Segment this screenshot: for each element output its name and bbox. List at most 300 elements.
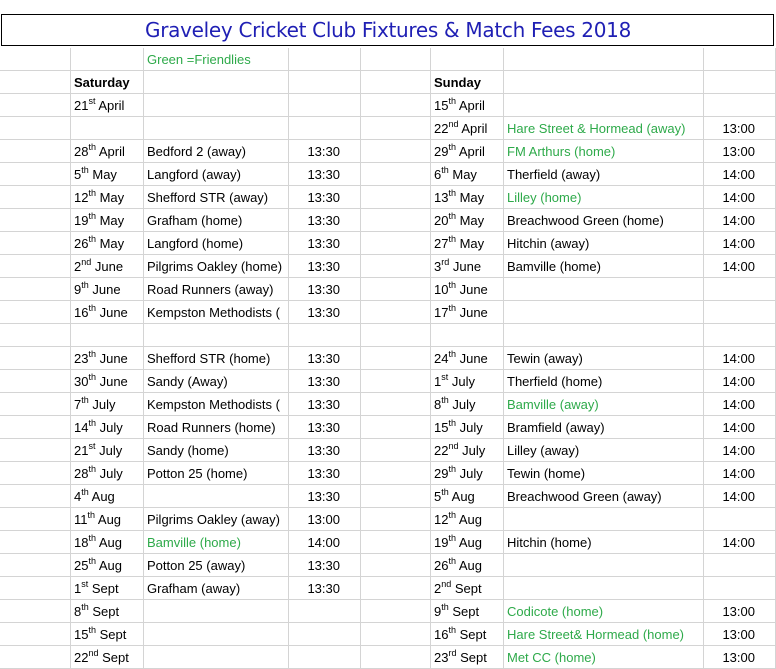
sat-time[interactable]: 13:30 [289, 140, 361, 163]
sun-opponent[interactable] [504, 301, 704, 324]
sat-time[interactable]: 13:30 [289, 186, 361, 209]
sun-time[interactable]: 14:00 [704, 416, 776, 439]
month: June [455, 351, 488, 366]
month: July [455, 420, 483, 435]
cell[interactable] [0, 600, 71, 623]
sat-opponent[interactable]: Potton 25 (home) [144, 462, 289, 485]
ordinal-suffix: th [88, 463, 96, 474]
sun-time[interactable]: 14:00 [704, 209, 776, 232]
ordinal-suffix: th [88, 371, 96, 382]
ordinal-suffix: th [81, 394, 89, 405]
ordinal-suffix: th [448, 509, 456, 520]
sun-time[interactable]: 13:00 [704, 646, 776, 669]
cell[interactable] [0, 324, 71, 347]
sun-date[interactable] [431, 255, 504, 278]
cell[interactable] [361, 94, 431, 117]
sheet-title: Graveley Cricket Club Fixtures & Match Fees 2018 [145, 18, 631, 42]
sat-opponent[interactable] [144, 485, 289, 508]
cell[interactable] [361, 117, 431, 140]
cell[interactable] [361, 554, 431, 577]
day-number: 9 [74, 282, 82, 297]
cell[interactable] [0, 94, 71, 117]
sun-date[interactable] [431, 209, 504, 232]
month: Sept [95, 627, 127, 642]
legend-friendlies[interactable]: Green =Friendlies [144, 48, 289, 71]
ordinal-suffix: th [441, 394, 449, 405]
sat-time[interactable]: 13:30 [289, 439, 361, 462]
ordinal-suffix: st [441, 371, 449, 382]
sat-opponent[interactable] [144, 623, 289, 646]
fixture-row [0, 186, 776, 209]
cell[interactable] [704, 71, 776, 94]
sat-opponent[interactable]: Potton 25 (away) [144, 554, 289, 577]
sat-date[interactable] [71, 439, 144, 462]
sat-time[interactable]: 13:30 [289, 301, 361, 324]
sat-time[interactable]: 13:30 [289, 163, 361, 186]
cell[interactable] [361, 163, 431, 186]
ordinal-suffix: th [448, 95, 456, 106]
sun-date[interactable] [431, 416, 504, 439]
sun-date[interactable] [431, 439, 504, 462]
sat-time[interactable] [289, 600, 361, 623]
cell[interactable] [0, 71, 71, 94]
sat-opponent[interactable]: Grafham (away) [144, 577, 289, 600]
sat-time[interactable]: 13:30 [289, 416, 361, 439]
cell[interactable] [0, 301, 71, 324]
ordinal-suffix: th [81, 279, 89, 290]
sun-opponent[interactable]: Lilley (away) [504, 439, 704, 462]
sat-opponent[interactable] [144, 94, 289, 117]
month: July [95, 443, 123, 458]
month: May [455, 213, 485, 228]
day-number: 2 [434, 581, 442, 596]
month: July [88, 397, 116, 412]
sun-date[interactable] [431, 301, 504, 324]
sat-time[interactable]: 13:30 [289, 577, 361, 600]
sun-opponent[interactable] [504, 508, 704, 531]
month: May [95, 213, 125, 228]
sun-time[interactable]: 13:00 [704, 623, 776, 646]
sun-date[interactable] [431, 94, 504, 117]
sat-time[interactable]: 13:30 [289, 278, 361, 301]
sat-opponent[interactable]: Bamville (home) [144, 531, 289, 554]
sun-date[interactable] [431, 347, 504, 370]
sun-date[interactable] [431, 324, 504, 347]
sat-date[interactable] [71, 416, 144, 439]
cell[interactable] [361, 531, 431, 554]
cell[interactable] [0, 370, 71, 393]
sun-time[interactable]: 13:00 [704, 140, 776, 163]
sun-opponent[interactable]: FM Arthurs (home) [504, 140, 704, 163]
sun-date[interactable] [431, 140, 504, 163]
sun-opponent[interactable]: Therfield (away) [504, 163, 704, 186]
day-number: 22 [434, 443, 449, 458]
month: April [458, 121, 488, 136]
ordinal-suffix: th [448, 141, 456, 152]
sat-time[interactable]: 13:30 [289, 485, 361, 508]
day-number: 19 [434, 535, 449, 550]
ordinal-suffix: nd [448, 440, 459, 451]
sat-date[interactable] [71, 140, 144, 163]
sat-date[interactable] [71, 347, 144, 370]
sat-date[interactable] [71, 324, 144, 347]
sat-time[interactable]: 13:30 [289, 255, 361, 278]
cell[interactable] [361, 462, 431, 485]
sat-time[interactable] [289, 623, 361, 646]
sun-time[interactable] [704, 278, 776, 301]
day-number: 17 [434, 305, 449, 320]
sat-date[interactable] [71, 600, 144, 623]
cell[interactable] [361, 508, 431, 531]
cell[interactable] [361, 209, 431, 232]
fixture-row [0, 140, 776, 163]
cell[interactable] [704, 48, 776, 71]
sun-opponent[interactable]: Lilley (home) [504, 186, 704, 209]
sun-opponent[interactable]: Therfield (home) [504, 370, 704, 393]
sun-opponent[interactable]: Codicote (home) [504, 600, 704, 623]
cell[interactable] [0, 140, 71, 163]
sun-opponent[interactable] [504, 577, 704, 600]
sun-date[interactable] [431, 462, 504, 485]
sun-time[interactable]: 13:00 [704, 117, 776, 140]
ordinal-suffix: th [448, 463, 456, 474]
day-number: 28 [74, 466, 89, 481]
sun-date[interactable] [431, 393, 504, 416]
sat-opponent[interactable]: Langford (away) [144, 163, 289, 186]
sat-date[interactable] [71, 646, 144, 669]
saturday-header[interactable]: Saturday [71, 71, 144, 94]
sun-opponent[interactable]: Tewin (home) [504, 462, 704, 485]
sat-opponent[interactable] [144, 646, 289, 669]
cell[interactable] [361, 370, 431, 393]
sun-opponent[interactable] [504, 554, 704, 577]
sat-date[interactable] [71, 577, 144, 600]
cell[interactable] [361, 439, 431, 462]
sun-date[interactable] [431, 531, 504, 554]
sat-date[interactable] [71, 393, 144, 416]
sat-opponent[interactable]: Langford (home) [144, 232, 289, 255]
ordinal-suffix: th [448, 187, 456, 198]
cell[interactable] [0, 531, 71, 554]
sat-time[interactable]: 13:30 [289, 209, 361, 232]
fixture-row [0, 577, 776, 600]
cell[interactable] [0, 255, 71, 278]
sun-time[interactable] [704, 508, 776, 531]
sun-time[interactable] [704, 324, 776, 347]
sat-opponent[interactable]: Pilgrims Oakley (home) [144, 255, 289, 278]
sat-date[interactable] [71, 117, 144, 140]
day-number: 23 [74, 351, 89, 366]
sun-opponent[interactable]: Breachwood Green (away) [504, 485, 704, 508]
sun-date[interactable] [431, 577, 504, 600]
fixture-row [0, 462, 776, 485]
day-number: 27 [434, 236, 449, 251]
sun-time[interactable]: 14:00 [704, 393, 776, 416]
cell[interactable] [361, 623, 431, 646]
day-number: 6 [434, 167, 442, 182]
cell[interactable] [361, 48, 431, 71]
ordinal-suffix: rd [441, 256, 450, 267]
day-number: 16 [434, 627, 449, 642]
cell[interactable] [361, 186, 431, 209]
sunday-header[interactable]: Sunday [431, 71, 504, 94]
day-number: 7 [74, 397, 82, 412]
sun-opponent[interactable]: Tewin (away) [504, 347, 704, 370]
fixture-row [0, 508, 776, 531]
day-number: 28 [74, 144, 89, 159]
sun-opponent[interactable] [504, 324, 704, 347]
day-number: 20 [434, 213, 449, 228]
sat-date[interactable] [71, 232, 144, 255]
sun-date[interactable] [431, 646, 504, 669]
month: June [455, 282, 488, 297]
sat-opponent[interactable]: Kempston Methodists ( [144, 393, 289, 416]
cell[interactable] [0, 347, 71, 370]
sat-date[interactable] [71, 163, 144, 186]
sun-time[interactable]: 14:00 [704, 347, 776, 370]
sun-time[interactable]: 14:00 [704, 439, 776, 462]
cell[interactable] [504, 71, 704, 94]
month: July [458, 443, 486, 458]
cell[interactable] [361, 577, 431, 600]
sat-opponent[interactable]: Grafham (home) [144, 209, 289, 232]
sat-opponent[interactable]: Sandy (Away) [144, 370, 289, 393]
fixture-row [0, 255, 776, 278]
sat-time[interactable]: 13:30 [289, 462, 361, 485]
cell[interactable] [0, 209, 71, 232]
ordinal-suffix: th [88, 624, 96, 635]
sat-opponent[interactable]: Kempston Methodists ( [144, 301, 289, 324]
ordinal-suffix: th [88, 210, 96, 221]
sun-date[interactable] [431, 186, 504, 209]
sun-opponent[interactable] [504, 94, 704, 117]
month: April [95, 98, 125, 113]
sat-opponent[interactable]: Shefford STR (home) [144, 347, 289, 370]
month: Aug [455, 558, 483, 573]
ordinal-suffix: th [87, 509, 96, 520]
month: May [448, 167, 477, 182]
sun-opponent[interactable]: Hare Street & Hormead (away) [504, 117, 704, 140]
sat-date[interactable] [71, 462, 144, 485]
month: July [95, 420, 123, 435]
sun-time[interactable]: 14:00 [704, 462, 776, 485]
ordinal-suffix: th [448, 555, 456, 566]
cell[interactable] [0, 278, 71, 301]
day-number: 5 [434, 489, 442, 504]
sun-time[interactable]: 14:00 [704, 485, 776, 508]
sun-time[interactable] [704, 94, 776, 117]
cell[interactable] [0, 117, 71, 140]
day-number: 15 [74, 627, 89, 642]
month: April [455, 98, 485, 113]
sun-opponent[interactable]: Bramfield (away) [504, 416, 704, 439]
sun-date[interactable] [431, 370, 504, 393]
sat-opponent[interactable] [144, 324, 289, 347]
day-number: 21 [74, 98, 89, 113]
sun-opponent[interactable]: Bamville (away) [504, 393, 704, 416]
sun-date[interactable] [431, 117, 504, 140]
sat-opponent[interactable] [144, 600, 289, 623]
cell[interactable] [71, 48, 144, 71]
ordinal-suffix: th [81, 601, 89, 612]
month: Aug [95, 558, 123, 573]
sun-opponent[interactable]: Bamville (home) [504, 255, 704, 278]
cell[interactable] [0, 508, 71, 531]
cell[interactable] [361, 71, 431, 94]
day-number: 24 [434, 351, 449, 366]
fixture-row [0, 370, 776, 393]
day-number: 22 [74, 650, 89, 665]
sun-date[interactable] [431, 554, 504, 577]
day-number: 8 [434, 397, 442, 412]
day-number: 10 [434, 282, 449, 297]
sun-date[interactable] [431, 278, 504, 301]
month: June [95, 351, 128, 366]
sat-date[interactable] [71, 623, 144, 646]
sun-time[interactable] [704, 301, 776, 324]
sat-date[interactable] [71, 278, 144, 301]
month: July [448, 374, 475, 389]
sun-date[interactable] [431, 600, 504, 623]
sat-time[interactable] [289, 94, 361, 117]
sun-time[interactable]: 14:00 [704, 255, 776, 278]
sun-date[interactable] [431, 623, 504, 646]
sat-date[interactable] [71, 531, 144, 554]
sat-time[interactable] [289, 117, 361, 140]
day-number: 3 [434, 259, 442, 274]
cell[interactable] [361, 140, 431, 163]
cell[interactable] [144, 71, 289, 94]
cell[interactable] [289, 71, 361, 94]
cell[interactable] [361, 646, 431, 669]
cell[interactable] [0, 163, 71, 186]
sun-time[interactable] [704, 577, 776, 600]
cell[interactable] [361, 347, 431, 370]
cell[interactable] [289, 48, 361, 71]
sat-opponent[interactable] [144, 117, 289, 140]
sun-opponent[interactable]: Met CC (home) [504, 646, 704, 669]
month: July [455, 466, 483, 481]
sun-opponent[interactable]: Hare Street& Hormead (home) [504, 623, 704, 646]
cell[interactable] [0, 439, 71, 462]
cell[interactable] [361, 600, 431, 623]
sat-time[interactable]: 13:30 [289, 232, 361, 255]
sun-opponent[interactable] [504, 278, 704, 301]
ordinal-suffix: th [441, 601, 449, 612]
sat-date[interactable] [71, 301, 144, 324]
cell[interactable] [361, 232, 431, 255]
cell[interactable] [0, 623, 71, 646]
cell[interactable] [0, 232, 71, 255]
sat-date[interactable] [71, 209, 144, 232]
day-number: 12 [434, 512, 449, 527]
cell[interactable] [0, 485, 71, 508]
sat-time[interactable]: 13:30 [289, 554, 361, 577]
sun-time[interactable]: 14:00 [704, 370, 776, 393]
month: Sept [456, 650, 487, 665]
sun-date[interactable] [431, 232, 504, 255]
sat-opponent[interactable]: Road Runners (away) [144, 278, 289, 301]
sat-date[interactable] [71, 370, 144, 393]
day-number: 19 [74, 213, 89, 228]
cell[interactable] [0, 48, 71, 71]
day-number: 14 [74, 420, 89, 435]
sat-time[interactable]: 14:00 [289, 531, 361, 554]
cell[interactable] [0, 577, 71, 600]
ordinal-suffix: th [448, 302, 456, 313]
sun-time[interactable]: 13:00 [704, 600, 776, 623]
sat-time[interactable]: 13:30 [289, 393, 361, 416]
cell[interactable] [361, 278, 431, 301]
sat-date[interactable] [71, 508, 144, 531]
cell[interactable] [0, 416, 71, 439]
month: June [455, 305, 488, 320]
ordinal-suffix: th [448, 210, 456, 221]
day-number: 1 [434, 374, 442, 389]
cell[interactable] [504, 48, 704, 71]
month: Aug [88, 489, 115, 504]
sat-date[interactable] [71, 186, 144, 209]
sun-opponent[interactable]: Breachwood Green (home) [504, 209, 704, 232]
cell[interactable] [361, 255, 431, 278]
sun-time[interactable]: 14:00 [704, 186, 776, 209]
sun-date[interactable] [431, 163, 504, 186]
cell[interactable] [361, 485, 431, 508]
sun-time[interactable]: 14:00 [704, 163, 776, 186]
day-number: 9 [434, 604, 442, 619]
sun-opponent[interactable]: Hitchin (away) [504, 232, 704, 255]
day-number: 30 [74, 374, 89, 389]
cell[interactable] [431, 48, 504, 71]
cell[interactable] [361, 416, 431, 439]
sat-opponent[interactable]: Road Runners (home) [144, 416, 289, 439]
sat-time[interactable]: 13:30 [289, 347, 361, 370]
cell[interactable] [0, 393, 71, 416]
sun-opponent[interactable]: Hitchin (home) [504, 531, 704, 554]
sat-time[interactable]: 13:30 [289, 370, 361, 393]
sat-date[interactable] [71, 94, 144, 117]
sun-time[interactable]: 14:00 [704, 531, 776, 554]
fixture-row [0, 393, 776, 416]
sat-time[interactable] [289, 324, 361, 347]
cell[interactable] [361, 324, 431, 347]
ordinal-suffix: th [441, 486, 449, 497]
sat-opponent[interactable]: Sandy (home) [144, 439, 289, 462]
sat-opponent[interactable]: Shefford STR (away) [144, 186, 289, 209]
sun-time[interactable] [704, 554, 776, 577]
sun-date[interactable] [431, 508, 504, 531]
sat-date[interactable] [71, 554, 144, 577]
cell[interactable] [361, 301, 431, 324]
sat-time[interactable]: 13:00 [289, 508, 361, 531]
cell[interactable] [0, 646, 71, 669]
sat-date[interactable] [71, 485, 144, 508]
sat-date[interactable] [71, 255, 144, 278]
sat-opponent[interactable]: Pilgrims Oakley (away) [144, 508, 289, 531]
fixture-row [0, 209, 776, 232]
cell[interactable] [0, 186, 71, 209]
cell[interactable] [0, 554, 71, 577]
ordinal-suffix: st [81, 578, 89, 589]
sat-time[interactable] [289, 646, 361, 669]
sat-opponent[interactable]: Bedford 2 (away) [144, 140, 289, 163]
sun-time[interactable]: 14:00 [704, 232, 776, 255]
cell[interactable] [361, 393, 431, 416]
sun-date[interactable] [431, 485, 504, 508]
ordinal-suffix: nd [81, 256, 92, 267]
month: Sept [451, 581, 482, 596]
cell[interactable] [0, 462, 71, 485]
